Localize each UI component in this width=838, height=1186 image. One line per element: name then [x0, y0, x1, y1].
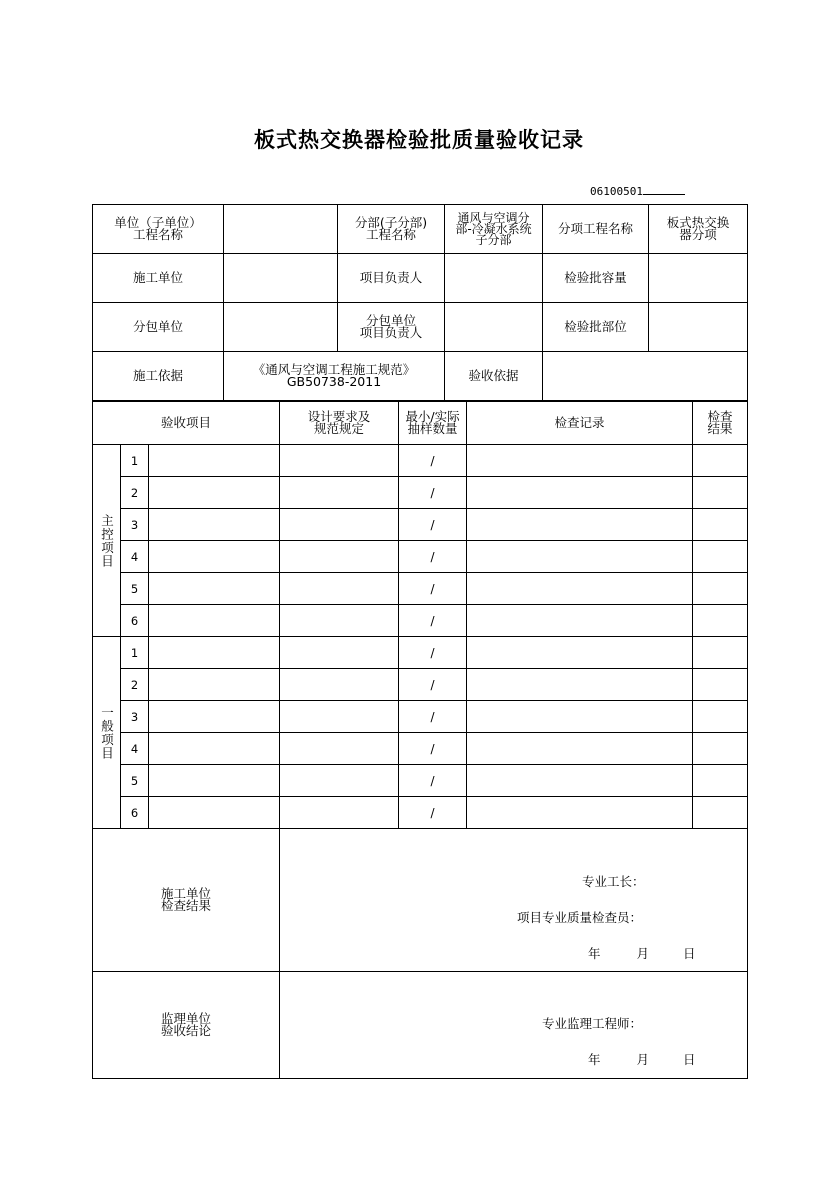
design-cell[interactable]: [280, 605, 399, 637]
row-number: 6: [121, 605, 149, 637]
subitem-label: 分项工程名称: [543, 205, 649, 254]
design-cell[interactable]: [280, 765, 399, 797]
row-number: 4: [121, 541, 149, 573]
table-row: [93, 637, 748, 669]
item-name-cell[interactable]: [149, 797, 280, 829]
sample-cell[interactable]: /: [399, 765, 467, 797]
item-name-cell[interactable]: [149, 765, 280, 797]
item-name-cell[interactable]: [149, 733, 280, 765]
head-result: 检查 结果: [693, 402, 748, 445]
record-cell[interactable]: [467, 701, 693, 733]
result-cell[interactable]: [693, 573, 748, 605]
pm-label: 项目负责人: [338, 254, 445, 303]
basis-label: 施工依据: [93, 352, 224, 401]
division-label: 分部(子分部) 工程名称: [338, 205, 445, 254]
form-code-blank[interactable]: [643, 183, 685, 195]
supervisor-date: [588, 1054, 695, 1066]
supervisor-row: [93, 972, 748, 1079]
row-number: 2: [121, 477, 149, 509]
design-cell[interactable]: [280, 797, 399, 829]
capacity-value[interactable]: [649, 254, 748, 303]
item-name-cell[interactable]: [149, 477, 280, 509]
constructor-label: 施工单位: [93, 254, 224, 303]
constructor-result-row: [93, 829, 748, 972]
result-cell[interactable]: [693, 445, 748, 477]
supervisor-engineer-label: 专业监理工程师：: [542, 1016, 643, 1031]
constructor-date: [588, 948, 695, 960]
sample-cell[interactable]: /: [399, 477, 467, 509]
general-group-cell: [93, 637, 121, 829]
capacity-label: 检验批容量: [543, 254, 649, 303]
main-group-label: 主控项目: [99, 513, 115, 568]
design-cell[interactable]: [280, 477, 399, 509]
row-number: 3: [121, 509, 149, 541]
design-cell[interactable]: [280, 573, 399, 605]
form-code-value: 06100501: [590, 185, 643, 198]
form-code: [590, 183, 685, 198]
item-name-cell[interactable]: [149, 445, 280, 477]
subcontractor-value[interactable]: [224, 303, 338, 352]
month-label: 月: [636, 1052, 650, 1067]
main-group-cell: [93, 445, 121, 637]
item-name-cell[interactable]: [149, 701, 280, 733]
location-label: 检验批部位: [543, 303, 649, 352]
sample-cell[interactable]: /: [399, 541, 467, 573]
record-cell[interactable]: [467, 765, 693, 797]
record-cell[interactable]: [467, 445, 693, 477]
row-number: 1: [121, 637, 149, 669]
design-cell[interactable]: [280, 637, 399, 669]
sub-pm-value[interactable]: [445, 303, 543, 352]
sub-pm-label: 分包单位 项目负责人: [338, 303, 445, 352]
record-cell[interactable]: [467, 637, 693, 669]
item-name-cell[interactable]: [149, 605, 280, 637]
result-cell[interactable]: [693, 541, 748, 573]
table-row: [93, 445, 748, 477]
sample-cell[interactable]: /: [399, 509, 467, 541]
head-record: 检查记录: [467, 402, 693, 445]
record-cell[interactable]: [467, 733, 693, 765]
item-name-cell[interactable]: [149, 573, 280, 605]
sample-cell[interactable]: /: [399, 445, 467, 477]
head-sample: 最小/实际 抽样数量: [399, 402, 467, 445]
result-cell[interactable]: [693, 733, 748, 765]
general-group-label: 一般项目: [99, 705, 115, 760]
sample-cell[interactable]: /: [399, 701, 467, 733]
location-value[interactable]: [649, 303, 748, 352]
record-cell[interactable]: [467, 669, 693, 701]
day-label: 日: [683, 1052, 696, 1067]
design-cell[interactable]: [280, 541, 399, 573]
table-row: [93, 669, 748, 701]
acceptance-basis-value[interactable]: [543, 352, 748, 401]
inspector-label: 项目专业质量检查员：: [517, 910, 643, 925]
table-row: [93, 765, 748, 797]
record-cell[interactable]: [467, 509, 693, 541]
basis-value[interactable]: 《通风与空调工程施工规范》 GB50738-2011: [224, 352, 445, 401]
day-label: 日: [683, 946, 696, 961]
result-cell[interactable]: [693, 605, 748, 637]
year-label: 年: [588, 946, 601, 961]
sample-cell[interactable]: /: [399, 637, 467, 669]
table-row: [93, 733, 748, 765]
division-value[interactable]: 通风与空调分 部-冷凝水系统 子分部: [445, 205, 543, 254]
result-cell[interactable]: [693, 509, 748, 541]
info-table: [92, 204, 748, 401]
foreman-label: 专业工长：: [582, 874, 645, 889]
constructor-sign-cell[interactable]: [280, 829, 748, 972]
table-row: [93, 605, 748, 637]
items-table: [92, 401, 748, 1079]
item-name-cell[interactable]: [149, 541, 280, 573]
design-cell[interactable]: [280, 445, 399, 477]
record-cell[interactable]: [467, 541, 693, 573]
supervisor-label: 监理单位 验收结论: [93, 972, 280, 1079]
record-cell[interactable]: [467, 797, 693, 829]
table-row: [93, 701, 748, 733]
result-cell[interactable]: [693, 637, 748, 669]
table-row: [93, 573, 748, 605]
item-name-cell[interactable]: [149, 509, 280, 541]
design-cell[interactable]: [280, 509, 399, 541]
unit-label: 单位（子单位） 工程名称: [93, 205, 224, 254]
page-title: 板式热交换器检验批质量验收记录: [254, 127, 584, 152]
sample-cell[interactable]: /: [399, 573, 467, 605]
sample-cell[interactable]: /: [399, 733, 467, 765]
year-label: 年: [588, 1052, 601, 1067]
table-row: [93, 477, 748, 509]
result-cell[interactable]: [693, 701, 748, 733]
supervisor-sign-cell[interactable]: [280, 972, 748, 1079]
sample-cell[interactable]: /: [399, 797, 467, 829]
head-item: 验收项目: [93, 402, 280, 445]
record-cell[interactable]: [467, 477, 693, 509]
record-cell[interactable]: [467, 605, 693, 637]
constructor-value[interactable]: [224, 254, 338, 303]
table-row: [93, 541, 748, 573]
record-cell[interactable]: [467, 573, 693, 605]
design-cell[interactable]: [280, 701, 399, 733]
row-number: 1: [121, 445, 149, 477]
sample-cell[interactable]: /: [399, 605, 467, 637]
table-row: [93, 797, 748, 829]
subcontractor-label: 分包单位: [93, 303, 224, 352]
constructor-result-label: 施工单位 检查结果: [93, 829, 280, 972]
sample-cell[interactable]: /: [399, 669, 467, 701]
pm-value[interactable]: [445, 254, 543, 303]
design-cell[interactable]: [280, 669, 399, 701]
result-cell[interactable]: [693, 765, 748, 797]
design-cell[interactable]: [280, 733, 399, 765]
acceptance-basis-label: 验收依据: [445, 352, 543, 401]
head-design: 设计要求及 规范规定: [280, 402, 399, 445]
month-label: 月: [636, 946, 650, 961]
row-number: 2: [121, 669, 149, 701]
table-row: [93, 509, 748, 541]
result-cell[interactable]: [693, 477, 748, 509]
row-number: 6: [121, 797, 149, 829]
result-cell[interactable]: [693, 797, 748, 829]
item-name-cell[interactable]: [149, 637, 280, 669]
result-cell[interactable]: [693, 669, 748, 701]
row-number: 5: [121, 573, 149, 605]
unit-value[interactable]: [224, 205, 338, 254]
item-name-cell[interactable]: [149, 669, 280, 701]
row-number: 5: [121, 765, 149, 797]
row-number: 3: [121, 701, 149, 733]
row-number: 4: [121, 733, 149, 765]
subitem-value[interactable]: 板式热交换 器分项: [649, 205, 748, 254]
